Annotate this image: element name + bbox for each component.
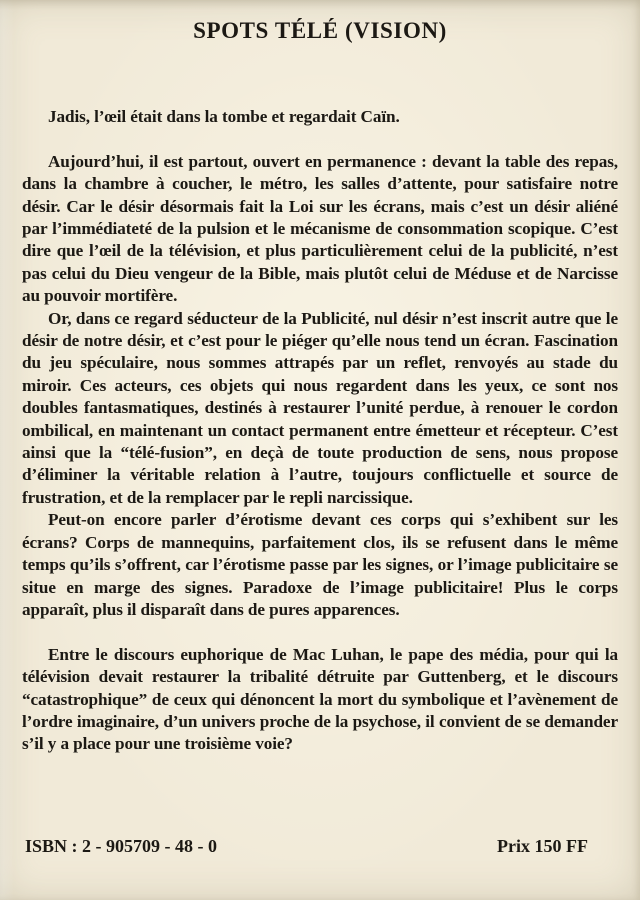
body-text [22,106,618,756]
page-title: SPOTS TÉLÉ (VISION) [193,18,447,43]
paragraph: Or, dans ce regard séducteur de la Publicité, nul désir n’est inscrit autre que le désir de notre désir, et c’est pour le piéger qu’elle nous tend un écran. Fascination du jeu spéculaire, nous sommes attrapés par un reflet, renvoyés au stade du miroir. Ces acteurs, ces objets qui nous regardent dans les yeux, ce sont nos doubles fantasmatiques, destinés à restaurer l’unité perdue, à renouer le cordon ombilical, en maintenant un contact permanent entre émetteur et récepteur. C’est ainsi que la “télé-fusion”, en deçà de toute production de sens, nous propose d’éliminer la véritable relation à l’autre, toujours conflictuelle et source de frustration, et de la remplacer par le repli narcissique. [22,308,618,507]
price-text: Prix 150 FF [497,836,588,856]
paragraph: Peut-on encore parler d’érotisme devant ces corps qui s’exhibent sur les écrans? Corps de mannequins, parfaitement clos, ils se refusent dans le même temps qu’ils s’offrent, car l’érotisme passe par les signes, or l’image publicitaire se situe en marge des signes. Paradoxe de l’image publicitaire! Plus le corps apparaît, plus il disparaît dans de pures apparences. [22,510,618,619]
paragraph: Entre le discours euphorique de Mac Luhan, le pape des média, pour qui la télévision devait restaurer la tribalité détruite par Guttenberg, et le discours “catastrophique” de ceux qui dénoncent la mort du symbolique et l’avènement de l’ordre imaginaire, d’un univers proche de la psychose, il convient de se demander s’il y a place pour une troisième voie? [22,644,618,754]
paragraph: Aujourd’hui, il est partout, ouvert en permanence : devant la table des repas, dans la chambre à coucher, le métro, les salles d’attente, pour satisfaire notre désir. Car le désir désormais fait la Loi sur les écrans, mais c’est un désir aliéné par l’immédiateté de la pulsion et le mécanisme de consommation scopique. C’est dire que l’œil de la télévision, et plus particulièrement celui de la publicité, n’est pas celui du Dieu vengeur de la Bible, mais plutôt celui de Méduse et de Narcisse au pouvoir mortifère. [22,151,618,306]
footer [25,835,588,857]
isbn-text: ISBN : 2 - 905709 - 48 - 0 [25,836,217,856]
paragraph: Jadis, l’œil était dans la tombe et regardait Caïn. [48,107,400,126]
